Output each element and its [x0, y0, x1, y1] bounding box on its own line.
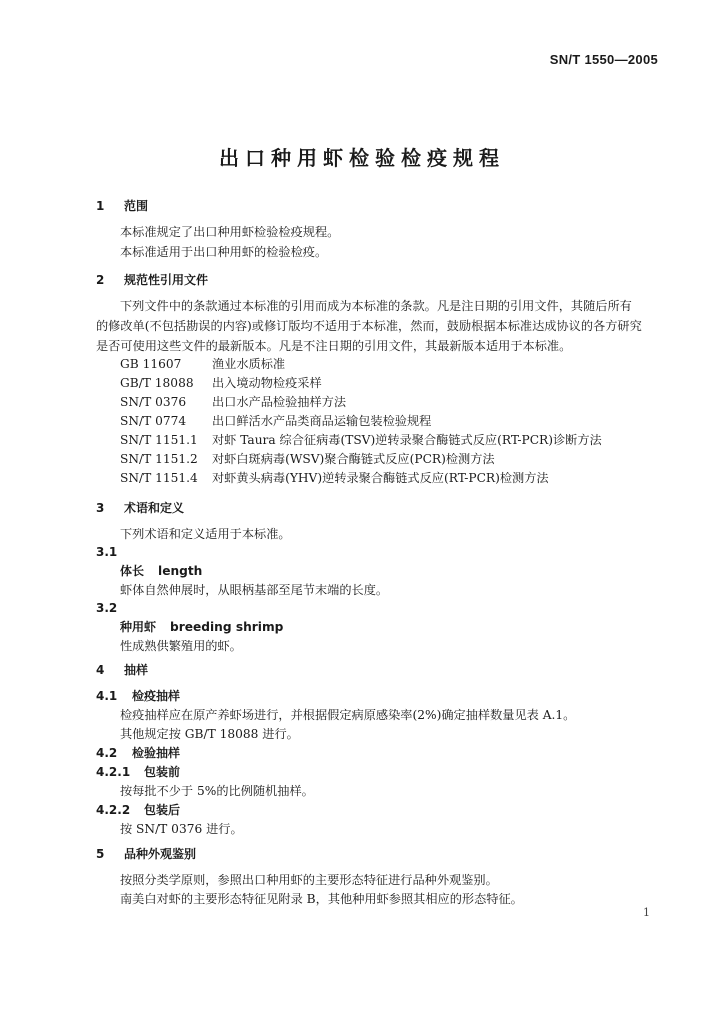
subsection-number: 4.2.2 [96, 803, 131, 817]
subsection-number: 4.2.1 [96, 765, 131, 779]
reference-item [120, 413, 431, 429]
reference-title: 出入境动物检疫采样 [212, 376, 322, 390]
term-heading [120, 619, 283, 635]
reference-code: SN/T 1151.2 [120, 452, 198, 466]
subsection-title: 包装前 [144, 765, 181, 779]
term-chinese: 体长 [120, 564, 145, 578]
document-title: 出口种用虾检验检疫规程 [219, 146, 505, 170]
section-2-paragraph-line-2: 的修改单(不包括勘误的内容)或修订版均不适用于本标准，然而，鼓励根据本标准达成协议的各方研究 [96, 319, 642, 333]
term-number: 3.2 [96, 601, 118, 615]
section-title: 术语和定义 [124, 501, 185, 515]
section-2-paragraph-line-1: 下列文件中的条款通过本标准的引用而成为本标准的条款。凡是注日期的引用文件，其随后所有 [120, 299, 632, 313]
subsection-number: 4.2 [96, 746, 118, 760]
section-5-paragraph-2: 南美白对虾的主要形态特征见附录 B，其他种用虾参照其相应的形态特征。 [120, 892, 523, 906]
reference-title: 对虾白斑病毒(WSV)聚合酶链式反应(PCR)检测方法 [212, 452, 495, 466]
term-number: 3.1 [96, 545, 118, 559]
term-english: breeding shrimp [170, 620, 284, 634]
subsection-4-2-1-paragraph: 按每批不少于 5%的比例随机抽样。 [120, 784, 314, 798]
reference-title: 出口鲜活水产品类商品运输包装检验规程 [212, 414, 432, 428]
section-3-heading [96, 500, 184, 516]
section-number: 2 [96, 273, 105, 287]
subsection-title: 检疫抽样 [132, 689, 181, 703]
section-1-heading [96, 198, 148, 214]
subsection-4-1-heading [96, 688, 180, 704]
subsection-number: 4.1 [96, 689, 118, 703]
subsection-4-2-heading [96, 745, 180, 761]
section-5-paragraph-1: 按照分类学原则，参照出口种用虾的主要形态特征进行品种外观鉴别。 [120, 873, 498, 887]
section-1-paragraph-2: 本标准适用于出口种用虾的检验检疫。 [120, 245, 328, 259]
reference-title: 出口水产品检验抽样方法 [212, 395, 347, 409]
section-title: 抽样 [124, 663, 149, 677]
term-definition: 虾体自然伸展时，从眼柄基部至尾节末端的长度。 [120, 583, 389, 597]
subsection-4-2-2-heading [96, 802, 180, 818]
subsection-4-1-paragraph-2: 其他规定按 GB/T 18088 进行。 [120, 727, 299, 741]
subsection-title: 包装后 [144, 803, 181, 817]
section-2-heading [96, 272, 208, 288]
term-english: length [158, 564, 203, 578]
reference-item [120, 394, 346, 410]
section-number: 5 [96, 847, 105, 861]
term-definition: 性成熟供繁殖用的虾。 [120, 639, 242, 653]
section-title: 规范性引用文件 [124, 273, 209, 287]
reference-item [120, 375, 322, 391]
reference-code: SN/T 1151.1 [120, 433, 198, 447]
reference-code: SN/T 0376 [120, 395, 187, 409]
term-heading [120, 563, 202, 579]
subsection-4-2-2-paragraph: 按 SN/T 0376 进行。 [120, 822, 243, 836]
reference-item [120, 356, 285, 372]
section-title: 范围 [124, 199, 149, 213]
section-number: 1 [96, 199, 105, 213]
section-title: 品种外观鉴别 [124, 847, 197, 861]
standard-code: SN/T 1550—2005 [549, 52, 658, 67]
page-number: 1 [643, 906, 650, 919]
section-number: 3 [96, 501, 105, 515]
term-chinese: 种用虾 [120, 620, 157, 634]
reference-code: GB 11607 [120, 357, 182, 371]
subsection-4-1-paragraph-1: 检疫抽样应在原产养虾场进行，并根据假定病原感染率(2%)确定抽样数量见表 A.1。 [120, 708, 576, 722]
section-3-intro: 下列术语和定义适用于本标准。 [120, 527, 291, 541]
section-4-heading [96, 662, 148, 678]
reference-title: 渔业水质标准 [212, 357, 286, 371]
subsection-title: 检验抽样 [132, 746, 181, 760]
reference-title: 对虾黄头病毒(YHV)逆转录聚合酶链式反应(RT-PCR)检测方法 [212, 471, 549, 485]
reference-item [120, 470, 549, 486]
reference-item [120, 451, 495, 467]
reference-item [120, 432, 602, 448]
section-2-paragraph-line-3: 是否可使用这些文件的最新版本。凡是不注日期的引用文件，其最新版本适用于本标准。 [96, 339, 572, 353]
reference-code: SN/T 1151.4 [120, 471, 198, 485]
subsection-4-2-1-heading [96, 764, 180, 780]
section-number: 4 [96, 663, 105, 677]
reference-code: GB/T 18088 [120, 376, 194, 390]
section-5-heading [96, 846, 196, 862]
reference-code: SN/T 0774 [120, 414, 187, 428]
section-1-paragraph-1: 本标准规定了出口种用虾检验检疫规程。 [120, 225, 340, 239]
reference-title: 对虾 Taura 综合征病毒(TSV)逆转录聚合酶链式反应(RT-PCR)诊断方法 [212, 433, 602, 447]
